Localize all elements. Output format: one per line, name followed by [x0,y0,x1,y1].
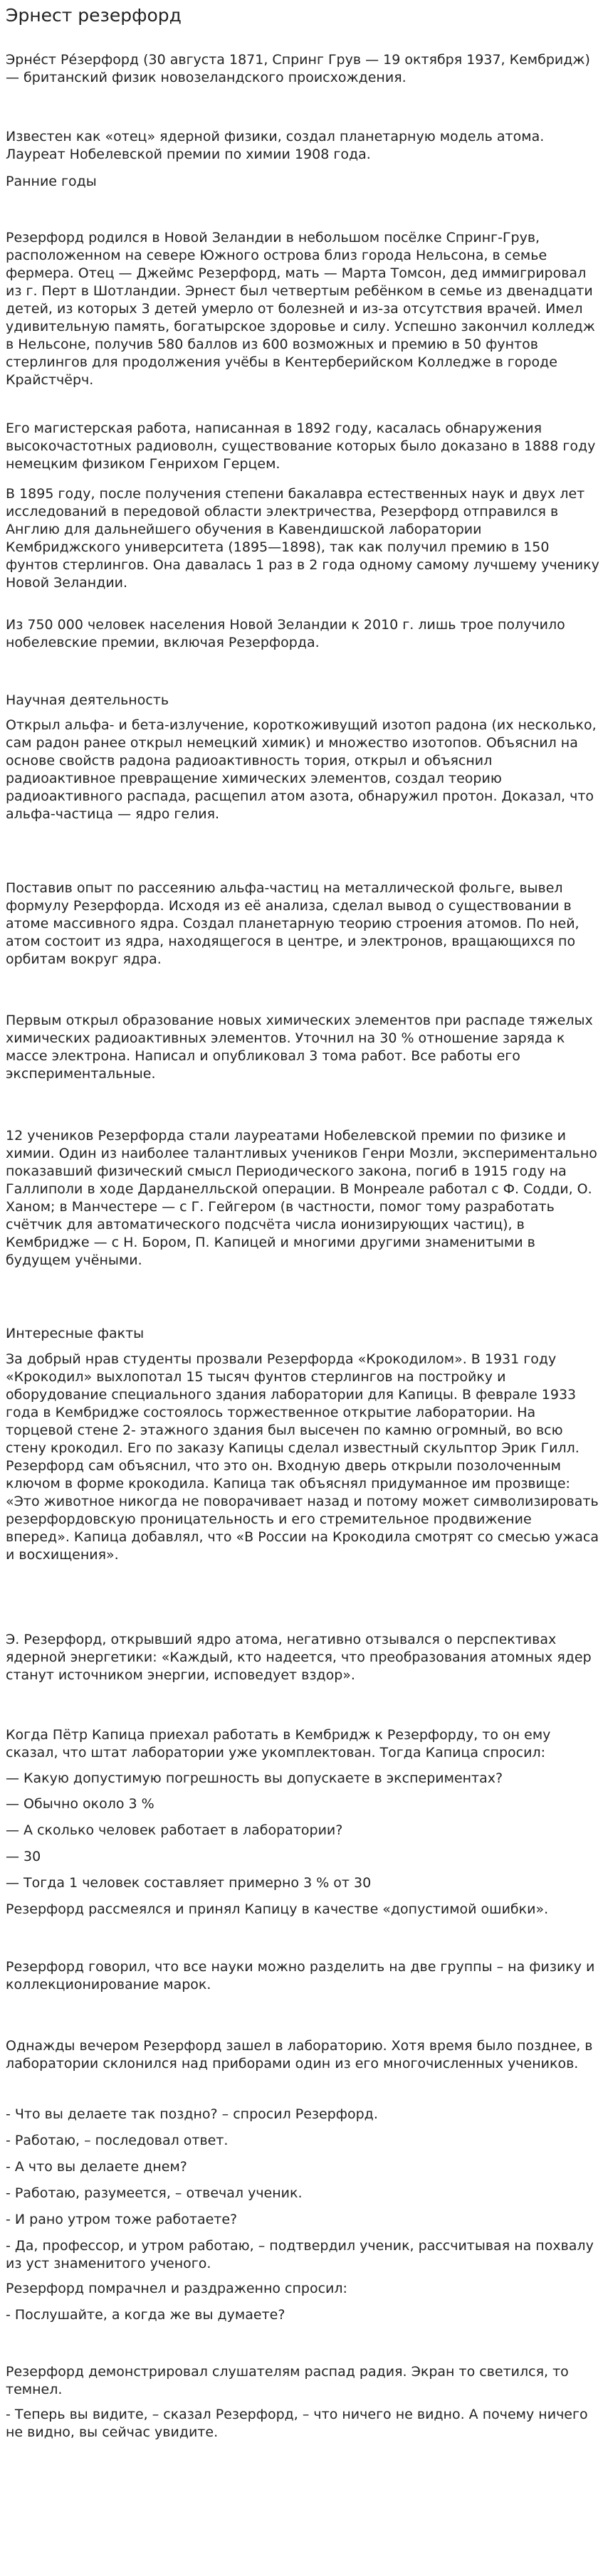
kapitsa-dialog-line: — Обычно около 3 % [6,1796,154,1812]
evening-dialog-line: - Что вы делаете так поздно? – спросил Резерфорд. [6,2106,378,2122]
screen-story-paragraph: Резерфорд демонстрировал слушателям распад радия. Экран то светился, то темнел. [6,2364,569,2397]
facts-paragraph: Э. Резерфорд, открывший ядро атома, негативно отзывался о перспективах ядерной энергетики: «Каждый, кто надеется, что преобразования атомных ядер станут источником энергии, исповедует вздор». [6,1632,592,1683]
evening-dialog-line: - Да, профессор, и утром работаю, – подтвердил ученик, рассчитывая на похвалу из уст знаменитого ученого. [6,2238,594,2271]
evening-dialog-line: Резерфорд помрачнел и раздраженно спросил: [6,2281,347,2296]
kapitsa-dialog-line: — Тогда 1 человек составляет примерно 3 % от 30 [6,1875,372,1891]
early-years-paragraph: Его магистерская работа, написанная в 1892 году, касалась обнаружения высокочастотных радиоволн, существование которых было доказано в 1888 году немецким физиком Генрихом Герцем. [6,421,596,472]
section-heading-science: Научная деятельность [6,692,169,708]
early-years-paragraph: В 1895 году, после получения степени бакалавра естественных наук и двух лет исследований в передовой области электричества, Резерфорд отправился в Англию для дальнейшего обучения в Кавендишской лаборатории Кембриджского университета (1895—1898), так как получил премию в 150 фунтов стерлингов. Она давалась 1 раз в 2 года одному самому лучшему ученику Новой Зеландии. [6,486,599,591]
kapitsa-story-intro: Когда Пётр Капица приехал работать в Кембридж к Резерфорду, то он ему сказал, что штат лаборатории уже укомплектован. Тогда Капица спросил: [6,1727,551,1761]
evening-dialog-line: - Послушайте, а когда же вы думаете? [6,2307,285,2323]
facts-paragraph: За добрый нрав студенты прозвали Резерфорда «Крокодилом». В 1931 году «Крокодил» выхлопотал 15 тысяч фунтов стерлингов на постройку и оборудование специального здания лаборатории для Капицы. В феврале 1933 года в Кембридже состоялось торжественное открытие лаборатории. На торцевой стене 2- этажного здания был высечен по камню огромный, во всю стену крокодил. Его по заказу Капицы сделал известный скульптор Эрик Гилл. Резерфорд сам объяснил, что это он. Входную дверь открыли позолоченным ключом в форме крокодила. Капица так объяснял придуманное им прозвище: «Это животное никогда не поворачивает назад и потому может символизировать резерфордовскую проницательность и его стремительное продвижение вперед». Капица добавлял, что «В России на Крокодила смотрят со смесью ужаса и восхищения». [6,1351,599,1563]
evening-dialog-line: - Работаю, разумеется, – отвечал ученик. [6,2185,303,2201]
evening-dialog-line: - А что вы делаете днем? [6,2159,187,2175]
kapitsa-dialog-line: — Какую допустимую погрешность вы допускаете в экспериментах? [6,1770,503,1786]
science-paragraph: Поставив опыт по рассеянию альфа-частиц на металлической фольге, вывел формулу Резерфорда. Исходя из её анализа, сделал вывод о существовании в атоме массивного ядра. Создал планетарную теорию строения атомов. По ней, атом состоит из ядра, находящегося в центре, и электронов, вращающихся по орбитам вокруг ядра. [6,880,580,967]
science-paragraph: 12 учеников Резерфорда стали лауреатами Нобелевской премии по физике и химии. Один из наиболее талантливых учеников Генри Мозли, экспериментально показавший физический смысл Периодического закона, погиб в 1915 году на Галлиполи в ходе Дарданелльской операции. В Монреале работал с Ф. Содди, О. Ханом; в Манчестере — с Г. Гейгером (в частности, помог тому разработать счётчик для автоматического подсчёта числа ионизирующих частиц), в Кембридже — с Н. Бором, П. Капицей и многими другими знаменитыми в будущем учёными. [6,1128,597,1268]
facts-paragraph: Резерфорд говорил, что все науки можно разделить на две группы – на физику и коллекционирование марок. [6,1959,595,1992]
intro-paragraph: Эрне́ст Ре́зерфорд (30 августа 1871, Спринг Грув — 19 октября 1937, Кембридж) — британский физик новозеландского происхождения. [6,52,590,85]
article-title: Эрнест резерфорд [6,5,182,26]
kapitsa-story-ending: Резерфорд рассмеялся и принял Капицу в качестве «допустимой ошибки». [6,1901,549,1917]
intro-paragraph: Известен как «отец» ядерной физики, создал планетарную модель атома. Лауреат Нобелевской премии по химии 1908 года. [6,129,545,162]
evening-story-intro: Однажды вечером Резерфорд зашел в лабораторию. Хотя время было позднее, в лаборатории склонился над приборами один из его многочисленных учеников. [6,2038,593,2071]
screen-story-paragraph: - Теперь вы видите, – сказал Резерфорд, – что ничего не видно. А почему ничего не видно, вы сейчас увидите. [6,2407,588,2440]
evening-dialog-line: - Работаю, – последовал ответ. [6,2133,229,2148]
kapitsa-dialog-line: — А сколько человек работает в лаборатории? [6,1822,343,1838]
section-heading-early-years: Ранние годы [6,174,97,189]
science-paragraph: Открыл альфа- и бета-излучение, короткоживущий изотоп радона (их несколько, сам радон ранее открыл немецкий химик) и множество изотопов. Объяснил на основе свойств радона радиоактивность тория, открыл и объяснил радиоактивное превращение химических элементов, создал теорию радиоактивного распада, расщепил атом азота, обнаружил протон. Доказал, что альфа-частица — ядро гелия. [6,717,597,822]
section-heading-facts: Интересные факты [6,1326,145,1341]
early-years-paragraph: Резерфорд родился в Новой Зеландии в небольшом посёлке Спринг-Грув, расположенном на севере Южного острова близ города Нельсона, в семье фермера. Отец — Джеймс Резерфорд, мать — Марта Томсон, дед иммигрировал из г. Перт в Шотландии. Эрнест был четвертым ребёнком в семье из двенадцати детей, из которых 3 детей умерло от болезней и из-за отсутствия врачей. Имел удивительную память, богатырское здоровье и силу. Успешно закончил колледж в Нельсоне, получив 580 баллов из 600 возможных и премию в 50 фунтов стерлингов для продолжения учёбы в Кентерберийском Колледже в городе Крайстчёрч. [6,230,595,388]
science-paragraph: Первым открыл образование новых химических элементов при распаде тяжелых химических радиоактивных элементов. Уточнил на 30 % отношение заряда к массе электрона. Написал и опубликовал 3 тома работ. Все работы его экспериментальные. [6,1013,593,1082]
evening-dialog-line: - И рано утром тоже работаете? [6,2212,238,2227]
early-years-paragraph: Из 750 000 человек населения Новой Зеландии к 2010 г. лишь трое получило нобелевские премии, включая Резерфорда. [6,617,565,650]
kapitsa-dialog-line: — 30 [6,1849,41,1864]
